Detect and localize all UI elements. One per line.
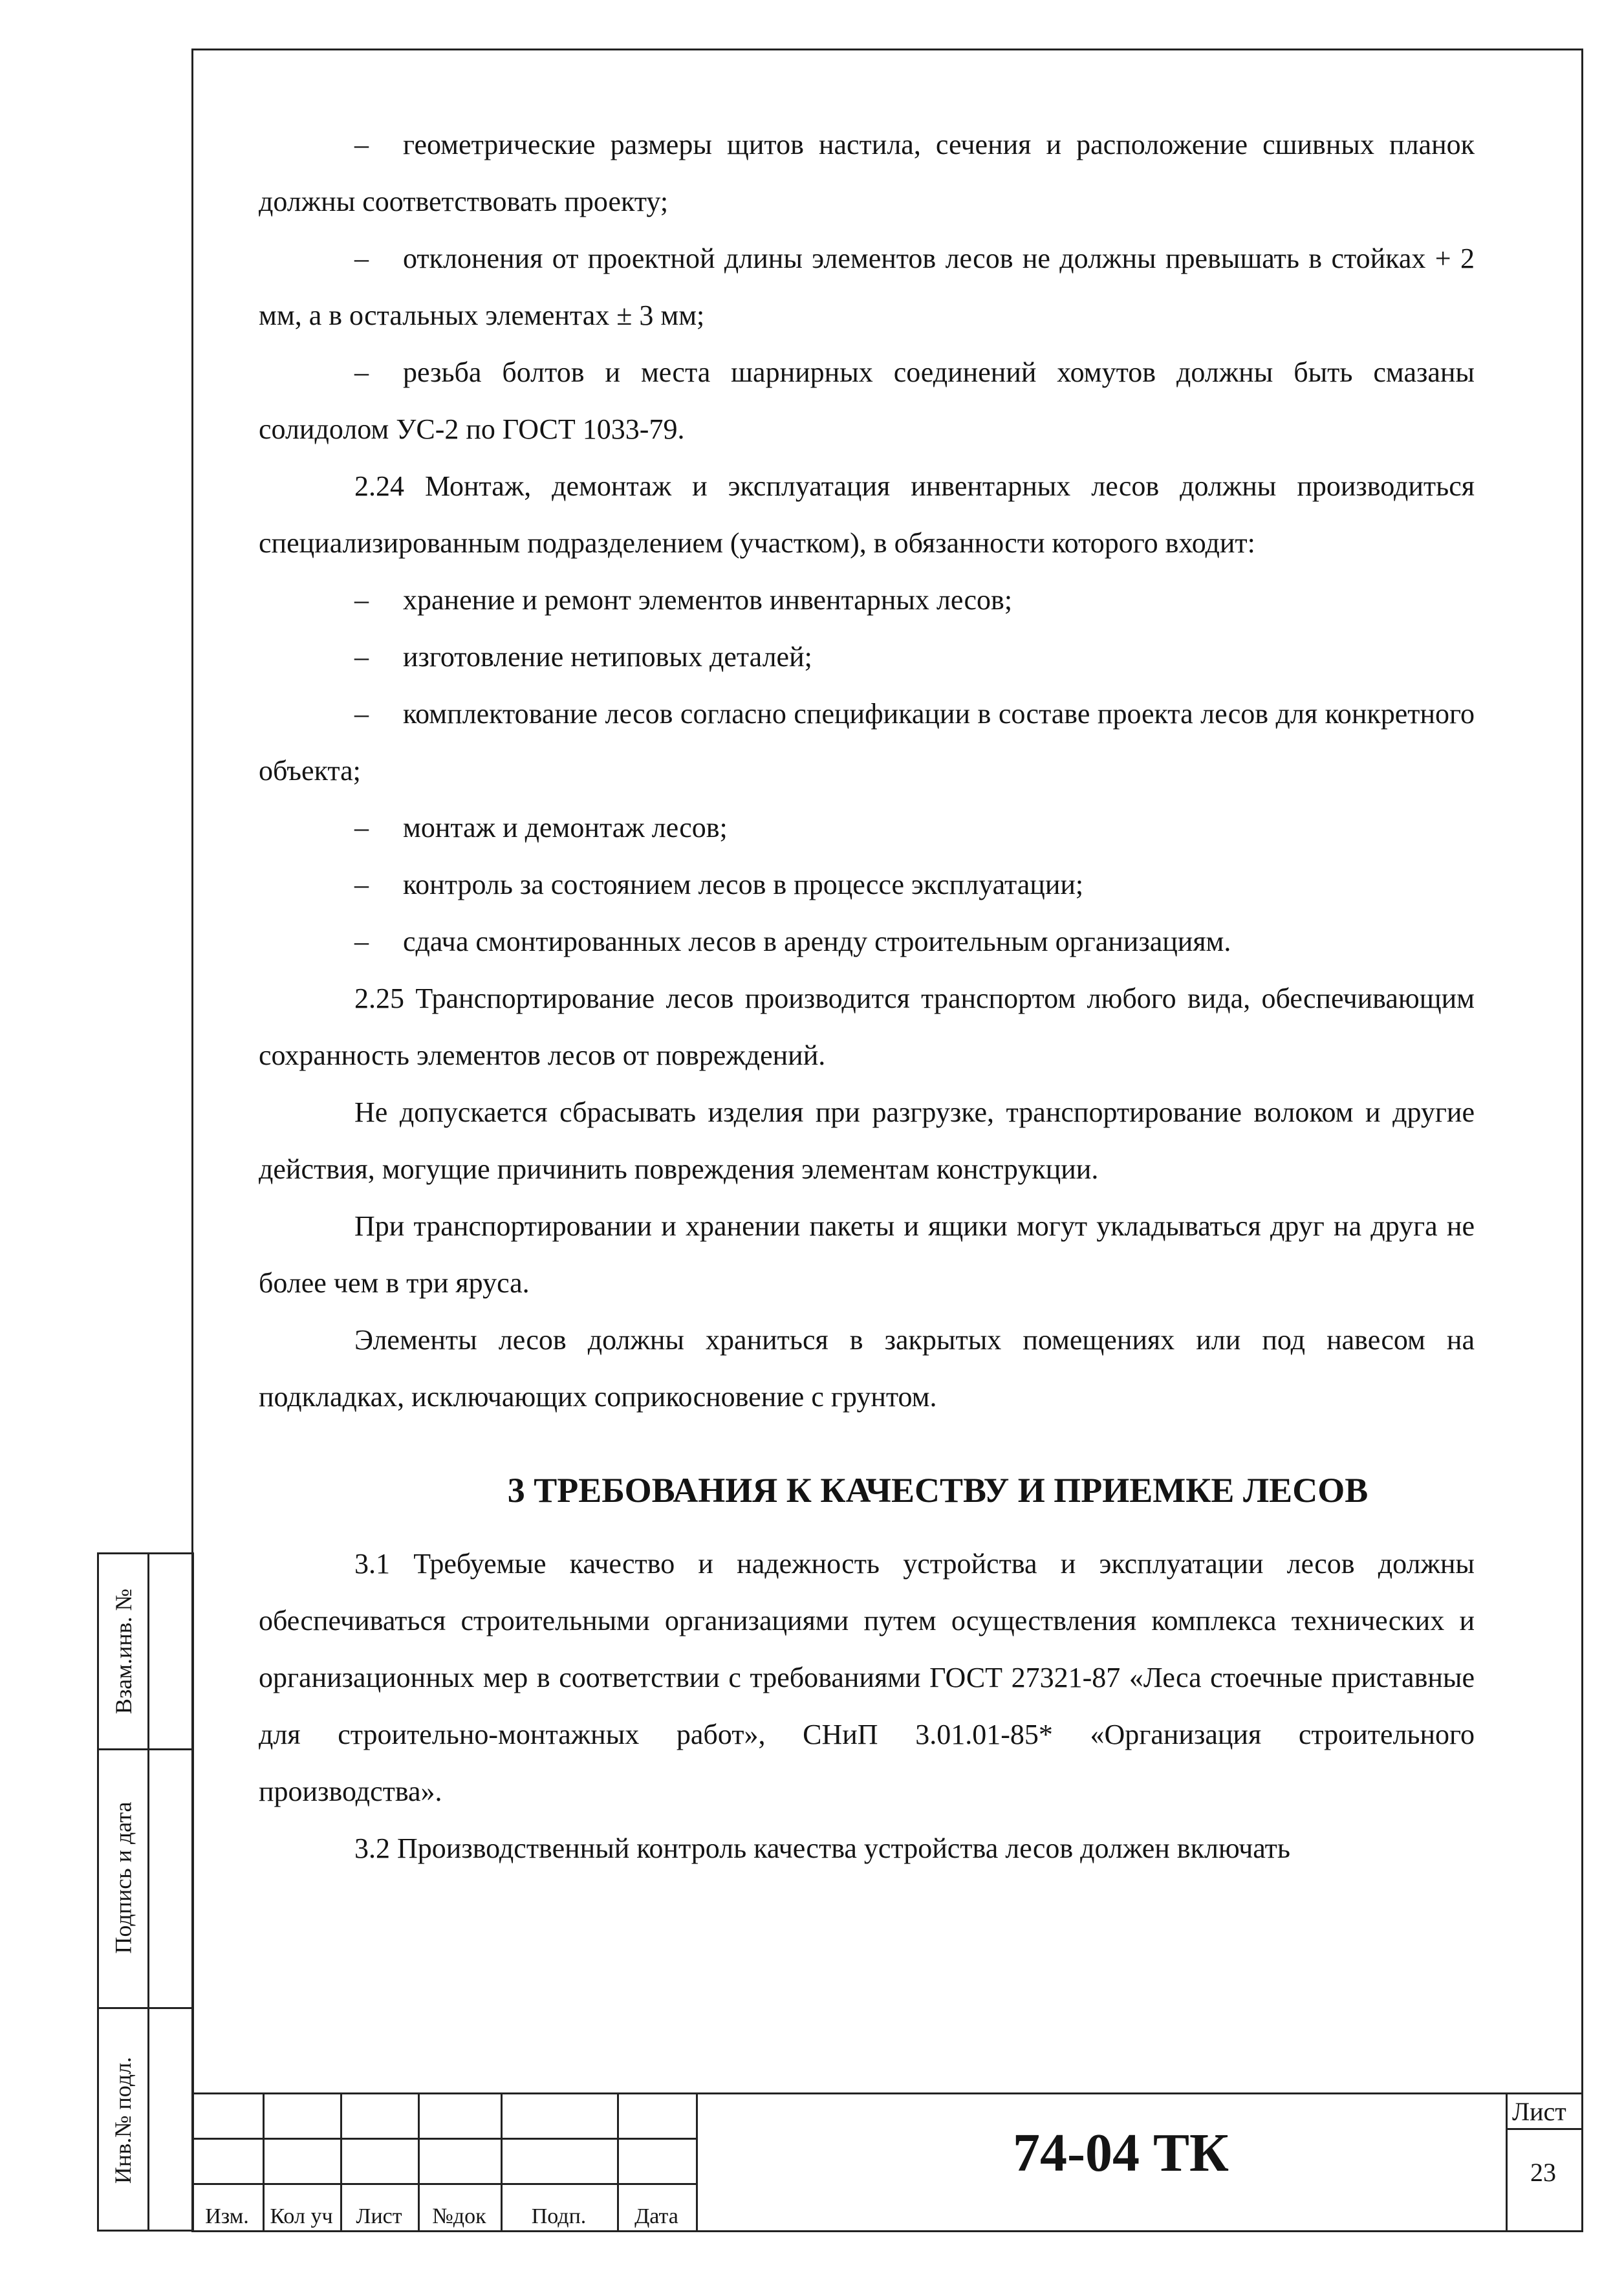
paragraph-text: комплектование лесов согласно спецификации в составе проекта лесов для конкретного объекта; <box>259 698 1475 787</box>
paragraph-text: контроль за состоянием лесов в процессе эксплуатации; <box>403 869 1084 900</box>
bullet-item <box>259 344 1475 458</box>
section-heading: 3 ТРЕБОВАНИЯ К КАЧЕСТВУ И ПРИЕМКЕ ЛЕСОВ <box>507 1471 1369 1510</box>
title-block-col-line <box>1506 2092 1508 2232</box>
bullet-dash: – <box>354 698 369 730</box>
paragraph-text: При транспортировании и хранении пакеты и ящики могут укладываться друг на друга не более чем в три яруса. <box>259 1210 1475 1299</box>
paragraph-list <box>259 116 1475 1426</box>
bullet-item <box>259 116 1475 230</box>
bullet-item <box>259 856 1475 913</box>
document-body <box>259 116 1475 1877</box>
bullet-item <box>259 572 1475 629</box>
bullet-dash: – <box>354 869 369 900</box>
paragraph <box>259 1084 1475 1198</box>
paragraph <box>259 1312 1475 1426</box>
paragraph <box>259 458 1475 572</box>
bullet-dash: – <box>354 243 369 274</box>
bullet-dash: – <box>354 356 369 388</box>
paragraph <box>259 1536 1475 1820</box>
paragraph-text: 2.24 Монтаж, демонтаж и эксплуатация инвентарных лесов должны производиться специализированным подразделением (участком), в обязанности которого входит: <box>259 470 1475 559</box>
bullet-item <box>259 629 1475 686</box>
paragraph-text: монтаж и демонтаж лесов; <box>403 812 728 843</box>
title-block-row-line <box>191 2183 696 2185</box>
paragraph-text: 3.1 Требуемые качество и надежность устройства и эксплуатации лесов должны обеспечиваться строительными организациями путем осуществления комплекса технических и организационных мер в соответствии с требованиями ГОСТ 27321-87 «Леса стоечные приставные для строительно-монтажных работ», СНиП 3.01.01-85* «Организация строительного производства». <box>259 1548 1475 1807</box>
side-label-podpis-data: Подпись и дата <box>110 1801 136 1954</box>
paragraph <box>259 1820 1475 1877</box>
column-label-kol-uch: Кол уч <box>270 2204 333 2228</box>
bullet-dash: – <box>354 584 369 616</box>
bullet-dash: – <box>354 641 369 673</box>
bullet-item <box>259 686 1475 799</box>
side-label-inv-podl: Инв.№ подл. <box>110 2056 136 2184</box>
paragraph-text: отклонения от проектной длины элементов лесов не должны превышать в стойках + 2 мм, а в остальных элементах ± 3 мм; <box>259 243 1475 331</box>
title-block-top-line <box>191 2092 1583 2094</box>
title-block-col-line <box>696 2092 698 2232</box>
column-label-izm: Изм. <box>205 2204 249 2228</box>
section-paragraph-list <box>259 1536 1475 1877</box>
bullet-dash: – <box>354 129 369 160</box>
bullet-item <box>259 230 1475 344</box>
sheet-number: 23 <box>1530 2158 1556 2187</box>
column-label-data: Дата <box>634 2204 678 2228</box>
paragraph-text: сдача смонтированных лесов в аренду строительным организациям. <box>403 926 1231 957</box>
bullet-item <box>259 913 1475 970</box>
title-block-row-line <box>191 2138 696 2140</box>
sheet-label: Лист <box>1512 2097 1566 2126</box>
paragraph-text: резьба болтов и места шарнирных соединений хомутов должны быть смазаны солидолом УС-2 по ГОСТ 1033-79. <box>259 356 1475 445</box>
column-label-list: Лист <box>356 2204 402 2228</box>
paragraph-text: Не допускается сбрасывать изделия при разгрузке, транспортирование волоком и другие действия, могущие причинить повреждения элементам конструкции. <box>259 1096 1475 1185</box>
column-label-podp: Подп. <box>531 2204 587 2228</box>
bullet-dash: – <box>354 926 369 957</box>
bullet-dash: – <box>354 812 369 843</box>
approval-side-block <box>97 1552 194 2232</box>
paragraph-text: хранение и ремонт элементов инвентарных лесов; <box>403 584 1013 616</box>
paragraph-text: 2.25 Транспортирование лесов производится транспортом любого вида, обеспечивающим сохранность элементов лесов от повреждений. <box>259 983 1475 1071</box>
side-column-line <box>147 1554 149 2230</box>
title-block <box>191 2092 1583 2232</box>
document-code: 74-04 ТК <box>1013 2123 1229 2183</box>
title-block-sheet-line <box>1506 2128 1583 2130</box>
paragraph <box>259 1198 1475 1312</box>
side-label-vzam-inv: Взам.инв. № <box>110 1589 136 1714</box>
paragraph-text: Элементы лесов должны храниться в закрытых помещениях или под навесом на подкладках, исключающих соприкосновение с грунтом. <box>259 1324 1475 1413</box>
paragraph-text: геометрические размеры щитов настила, сечения и расположение сшивных планок должны соответствовать проекту; <box>259 129 1475 217</box>
paragraph <box>259 970 1475 1084</box>
paragraph-text: 3.2 Производственный контроль качества устройства лесов должен включать <box>354 1832 1290 1864</box>
bullet-item <box>259 799 1475 856</box>
paragraph-text: изготовление нетиповых деталей; <box>403 641 812 673</box>
column-label-ndok: №док <box>432 2204 486 2228</box>
